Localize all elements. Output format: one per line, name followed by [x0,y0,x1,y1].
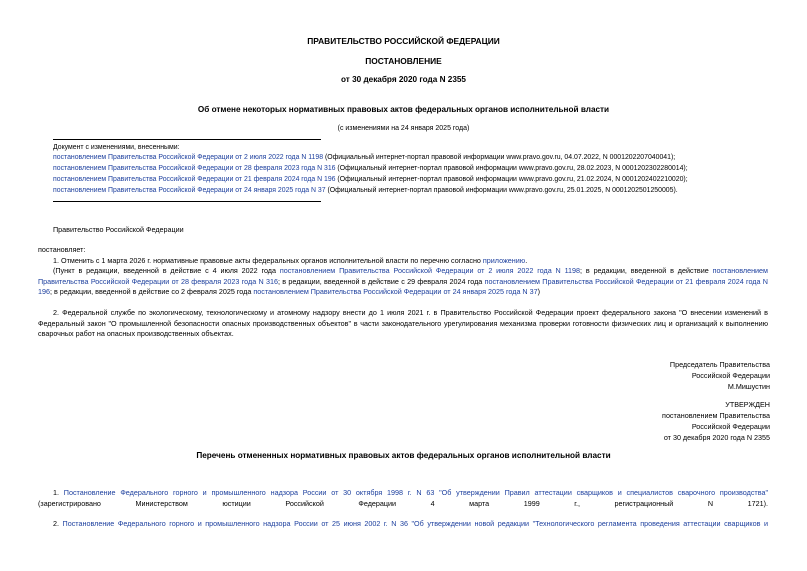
approved-label: УТВЕРЖДЕН [725,400,770,409]
amendment-link[interactable]: постановлением Правительства Российской Федерации от 21 февраля 2024 года N 196 [53,176,336,183]
document-title: Об отмене некоторых нормативных правовых актов федеральных органов исполнительной власти [197,105,610,114]
amendment-link[interactable]: постановлением Правительства Российской Федерации от 24 января 2025 года N 37 [53,187,326,194]
government-line: Правительство Российской Федерации [53,225,184,234]
paragraph-1: 1. Отменить с 1 марта 2026 г. нормативные правовые акты федеральных органов исполнительной власти по перечню согласно приложению. [53,256,528,265]
appendix-link[interactable]: приложению [482,256,526,265]
document-date-number: от 30 декабря 2020 года N 2355 [341,75,466,84]
note-link[interactable]: постановлением Правительства Российской Федерации от 24 января 2025 года N 37 [253,287,538,296]
signature-title: Председатель Правительства [669,360,770,369]
amendment-link[interactable]: постановлением Правительства Российской Федерации от 2 июля 2022 года N 1198 [53,154,324,161]
divider-bottom [53,201,321,202]
resolves-line: постановляет: [38,245,86,254]
amendment-item: постановлением Правительства Российской Федерации от 24 января 2025 года N 37 (Официальный интернет-портал правовой информации www.pravo.gov.ru, 25.01.2025, N 0001202501250005). [53,187,678,194]
revision-note: (с изменениями на 24 января 2025 года) [337,125,470,132]
amendment-link[interactable]: постановлением Правительства Российской Федерации от 28 февраля 2023 года N 316 [53,165,336,172]
note-link[interactable]: постановлением Правительства Российской Федерации от 21 февраля 2024 года N 196 [38,276,768,296]
list-item-link[interactable]: Постановление Федерального горного и промышленного надзора России от 30 октября 1998 г. N 63 "Об утверждении Правил аттестации сварщиков и специалистов сварочного производства" [63,488,768,497]
amendments-intro: Документ с изменениями, внесенными: [53,144,180,151]
signature-org: Российской Федерации [691,371,770,380]
approved-line: постановлением Правительства [662,411,770,420]
list-title: Перечень отмененных нормативных правовых актов федеральных органов исполнительной власти [196,451,611,460]
amendment-item: постановлением Правительства Российской Федерации от 28 февраля 2023 года N 316 (Официальный интернет-портал правовой информации www.pravo.gov.ru, 28.02.2023, N 0001202302280014); [53,165,688,172]
divider-top [53,139,321,140]
amendment-note: (Пункт в редакции, введенной в действие с 4 июля 2022 года постановлением Правительства Российской Федерации от 2 июля 2022 года N 1198; в редакции, введенной в действие постановлением Правительства Российской Федерации от 28 февраля 2023 года N 316; в редакции, введенной в действие с 29 февраля 2024 года постановлением Правительства Российской Федерации от 21 февраля 2024 года N 196; в редакции, введенной в действие со 2 февраля 2025 года постановлением Правительства Российской Федерации от 24 января 2025 года N 37) [38,266,768,296]
signature-name: М.Мишустин [727,382,770,391]
document-type: ПОСТАНОВЛЕНИЕ [365,56,442,66]
amendment-item: постановлением Правительства Российской Федерации от 2 июля 2022 года N 1198 (Официальный интернет-портал правовой информации www.pravo.gov.ru, 04.07.2022, N 0001202207040041); [53,154,676,161]
note-link[interactable]: постановлением Правительства Российской Федерации от 2 июля 2022 года N 1198 [279,266,581,275]
amendment-item: постановлением Правительства Российской Федерации от 21 февраля 2024 года N 196 (Официальный интернет-портал правовой информации www.pravo.gov.ru, 21.02.2024, N 0001202402210020); [53,176,688,183]
list-item: 1. Постановление Федерального горного и промышленного надзора России от 30 октября 1998 г. N 63 "Об утверждении Правил аттестации сварщиков и специалистов сварочного производства" (зарегистрировано Министерством юстиции Российской Федерации 4 марта 1999 г., регистрационный N 1721). [38,488,768,508]
note-link[interactable]: постановлением Правительства Российской Федерации от 28 февраля 2023 года N 316 [38,266,768,286]
list-item-link[interactable]: Постановление Федерального горного и промышленного надзора России от 25 июня 2002 г. N 36 "Об утверждении новой редакции "Технологического регламента проведения аттестации сварщиков и [62,519,768,528]
approved-date: от 30 декабря 2020 года N 2355 [663,433,770,442]
paragraph-2: 2. Федеральной службе по экологическому, технологическому и атомному надзору внести до 1 июля 2021 г. в Правительство Российской Федерации проект федерального закона "О внесении изменений в Федеральный закон "О промышленной безопасности опасных производственных объектов" в части законодательного урегулирования механизма проверки готовности физических лиц и организаций к выполнению сварочных работ на опасных производственных объектах. [38,308,768,338]
government-heading: ПРАВИТЕЛЬСТВО РОССИЙСКОЙ ФЕДЕРАЦИИ [307,36,500,46]
approved-line: Российской Федерации [691,422,770,431]
list-item: 2. Постановление Федерального горного и промышленного надзора России от 25 июня 2002 г. N 36 "Об утверждении новой редакции "Технологического регламента проведения аттестации сварщиков и [53,519,768,528]
